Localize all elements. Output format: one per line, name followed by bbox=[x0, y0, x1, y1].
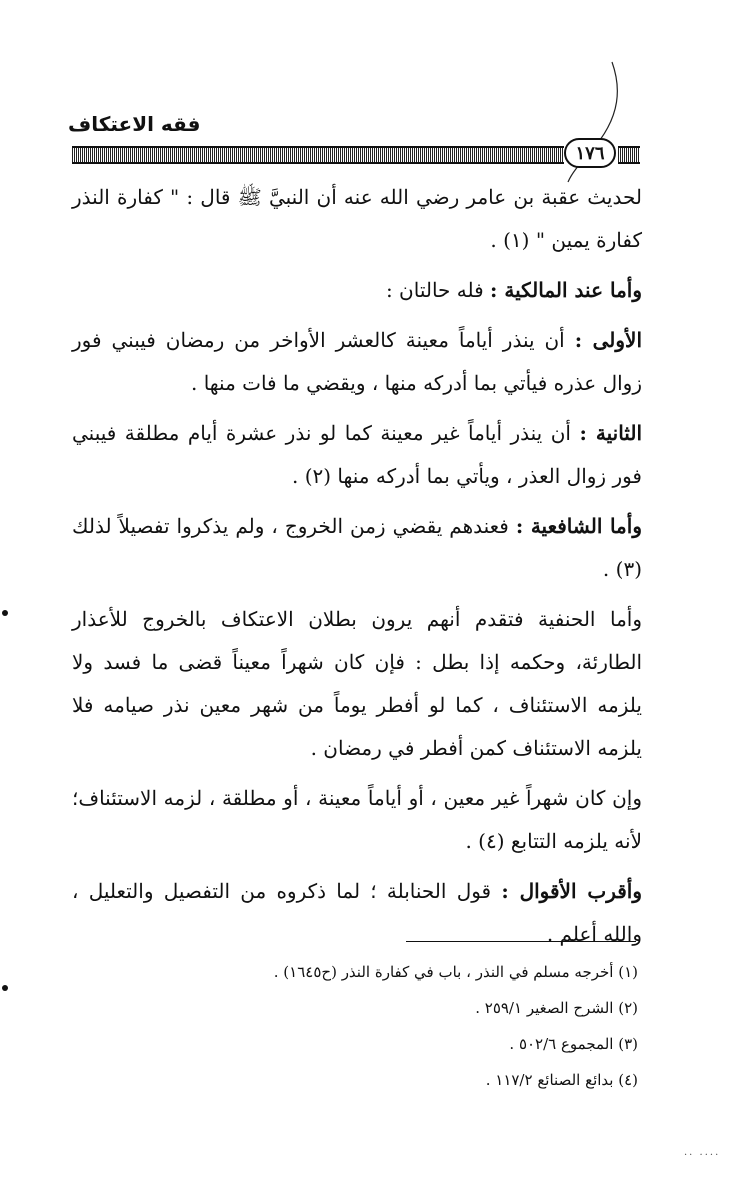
paragraph-4-lead: الثانية : bbox=[579, 421, 642, 445]
footnote-3: (٣) المجموع ٥٠٢/٦ . bbox=[509, 1035, 638, 1053]
page-number: ١٧٦ bbox=[575, 142, 605, 164]
page-number-badge bbox=[564, 138, 616, 168]
scan-noise: ·· ···· bbox=[684, 1150, 721, 1161]
paragraph-3-lead: الأولى : bbox=[574, 328, 642, 352]
scan-mark bbox=[2, 610, 8, 616]
paragraph-1: لحديث عقبة بن عامر رضي الله عنه أن النبيَّ ﷺ قال : " كفارة النذر كفارة يمين " (١) . bbox=[72, 185, 642, 252]
paragraph-8 bbox=[72, 870, 642, 956]
footnote-separator bbox=[406, 941, 636, 942]
paragraph-2-lead: وأما عند المالكية : bbox=[490, 278, 642, 302]
scan-mark bbox=[2, 985, 8, 991]
paragraph-8-lead: وأقرب الأقوال : bbox=[501, 879, 643, 903]
paragraph-8-text: قول الحنابلة ؛ لما ذكروه من التفصيل والتعليل ، والله أعلم . bbox=[72, 879, 642, 946]
paragraph-5 bbox=[72, 505, 642, 591]
paragraph-3 bbox=[72, 319, 642, 405]
paragraph-2-text: فله حالتان : bbox=[385, 278, 491, 302]
footnote-2: (٢) الشرح الصغير ٢٥٩/١ . bbox=[475, 999, 638, 1017]
paragraph-7: وإن كان شهراً غير معين ، أو أياماً معينة ، أو مطلقة ، لزمه الاستئناف؛ لأنه يلزمه التتابع (٤) . bbox=[72, 786, 642, 853]
paragraph-6: وأما الحنفية فتقدم أنهم يرون بطلان الاعتكاف بالخروج للأعذار الطارئة، وحكمه إذا بطل : فإن كان شهراً معيناً قضى ما فسد ولا يلزمه الاستئناف ، كما لو أفطر يوماً من شهر معين نذر صيامه فلا يلزمه الاستئناف كمن أفطر في رمضان . bbox=[72, 607, 642, 760]
header-rule-right bbox=[618, 146, 640, 164]
footnote-1: (١) أخرجه مسلم في النذر ، باب في كفارة النذر (ح١٦٤٥) . bbox=[273, 963, 638, 981]
paragraph-4-text: أن ينذر أياماً غير معينة كما لو نذر عشرة أيام مطلقة فيبني فور زوال العذر ، ويأتي بما أدركه منها (٢) . bbox=[72, 421, 642, 488]
running-header-title: فقه الاعتكاف bbox=[68, 112, 201, 136]
footnote-4: (٤) بدائع الصنائع ١١٧/٢ . bbox=[485, 1071, 638, 1089]
paragraph-2 bbox=[72, 269, 642, 312]
footnotes bbox=[90, 954, 638, 1098]
main-text bbox=[72, 176, 642, 963]
paragraph-3-text: أن ينذر أياماً معينة كالعشر الأواخر من رمضان فيبني فور زوال عذره فيأتي بما أدركه منها ، ويقضي ما فات منها . bbox=[72, 328, 642, 395]
paragraph-5-lead: وأما الشافعية : bbox=[515, 514, 642, 538]
paragraph-4 bbox=[72, 412, 642, 498]
paragraph-5-text: فعندهم يقضي زمن الخروج ، ولم يذكروا تفصيلاً لذلك (٣) . bbox=[72, 514, 642, 581]
header-rule-left bbox=[72, 146, 564, 164]
